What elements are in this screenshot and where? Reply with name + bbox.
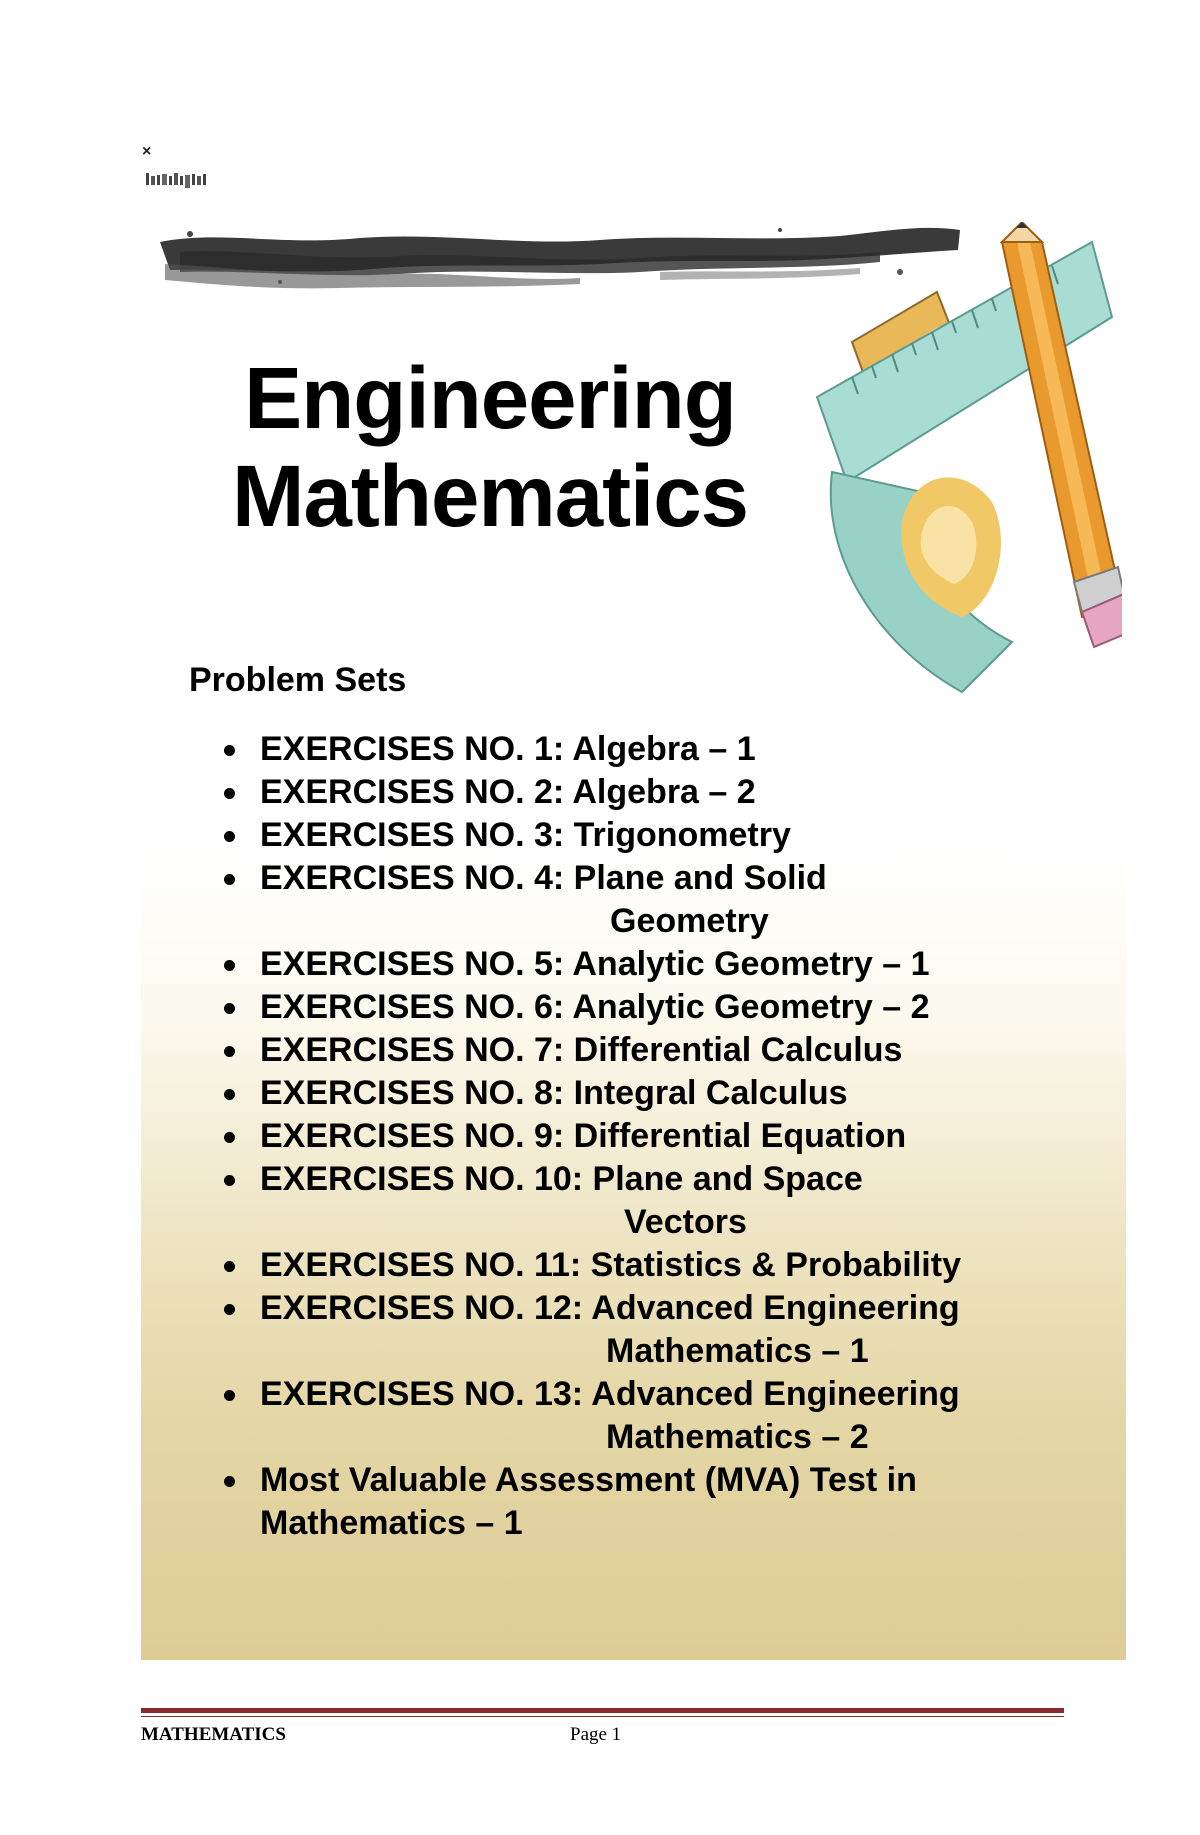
exercise-title-continuation: Vectors [624,1203,747,1241]
bullet-icon [224,1046,235,1057]
list-item [218,1244,1118,1287]
footer-subject: MATHEMATICS [141,1724,286,1745]
exercise-title-continuation: Mathematics – 1 [260,1504,523,1542]
list-item [218,814,1118,857]
exercise-title: EXERCISES NO. 3: Trigonometry [260,816,791,854]
bullet-icon [224,1261,235,1272]
footer-divider-thin [141,1716,1064,1717]
exercise-title: EXERCISES NO. 1: Algebra – 1 [260,730,756,768]
broken-image-placeholder [144,168,216,190]
exercise-title: EXERCISES NO. 4: Plane and Solid [260,859,827,897]
title-line-1: Engineering [244,350,736,447]
footer-divider [141,1708,1064,1713]
ruler-protractor-pencil-illustration [812,222,1122,707]
exercise-title: EXERCISES NO. 9: Differential Equation [260,1117,907,1155]
title-line-2: Mathematics [231,448,748,545]
list-item [218,1459,1118,1545]
list-item [218,986,1118,1029]
bullet-icon [224,1476,235,1487]
exercise-title: EXERCISES NO. 8: Integral Calculus [260,1074,848,1112]
exercise-title-continuation: Mathematics – 2 [606,1418,869,1456]
list-item [218,728,1118,771]
exercise-title: EXERCISES NO. 13: Advanced Engineering [260,1375,960,1413]
list-item [218,943,1118,986]
footer-page-number: Page 1 [570,1724,622,1745]
list-item [218,1029,1118,1072]
bullet-icon [224,1304,235,1315]
list-item [218,1287,1118,1373]
list-item [218,857,1118,943]
list-item [218,1115,1118,1158]
bullet-icon [224,1390,235,1401]
bullet-icon [224,874,235,885]
exercise-title: Most Valuable Assessment (MVA) Test in [260,1461,917,1499]
bullet-icon [224,1175,235,1186]
section-heading-problem-sets: Problem Sets [189,661,407,699]
list-item [218,1158,1118,1244]
bullet-icon [224,831,235,842]
bullet-icon [224,745,235,756]
exercise-list [218,728,1118,1545]
exercise-title: EXERCISES NO. 12: Advanced Engineering [260,1289,960,1327]
bullet-icon [224,1003,235,1014]
list-item [218,1373,1118,1459]
exercise-title: EXERCISES NO. 2: Algebra – 2 [260,773,756,811]
document-title [195,350,785,546]
exercise-title: EXERCISES NO. 5: Analytic Geometry – 1 [260,945,930,983]
bullet-icon [224,960,235,971]
exercise-title: EXERCISES NO. 7: Differential Calculus [260,1031,903,1069]
exercise-title: EXERCISES NO. 10: Plane and Space [260,1160,863,1198]
list-item [218,771,1118,814]
exercise-title: EXERCISES NO. 6: Analytic Geometry – 2 [260,988,930,1026]
broken-image-icon: × [142,143,152,160]
bullet-icon [224,1132,235,1143]
exercise-title: EXERCISES NO. 11: Statistics & Probability [260,1246,961,1284]
bullet-icon [224,1089,235,1100]
list-item [218,1072,1118,1115]
bullet-icon [224,788,235,799]
exercise-title-continuation: Mathematics – 1 [606,1332,869,1370]
exercise-title-continuation: Geometry [610,902,769,940]
